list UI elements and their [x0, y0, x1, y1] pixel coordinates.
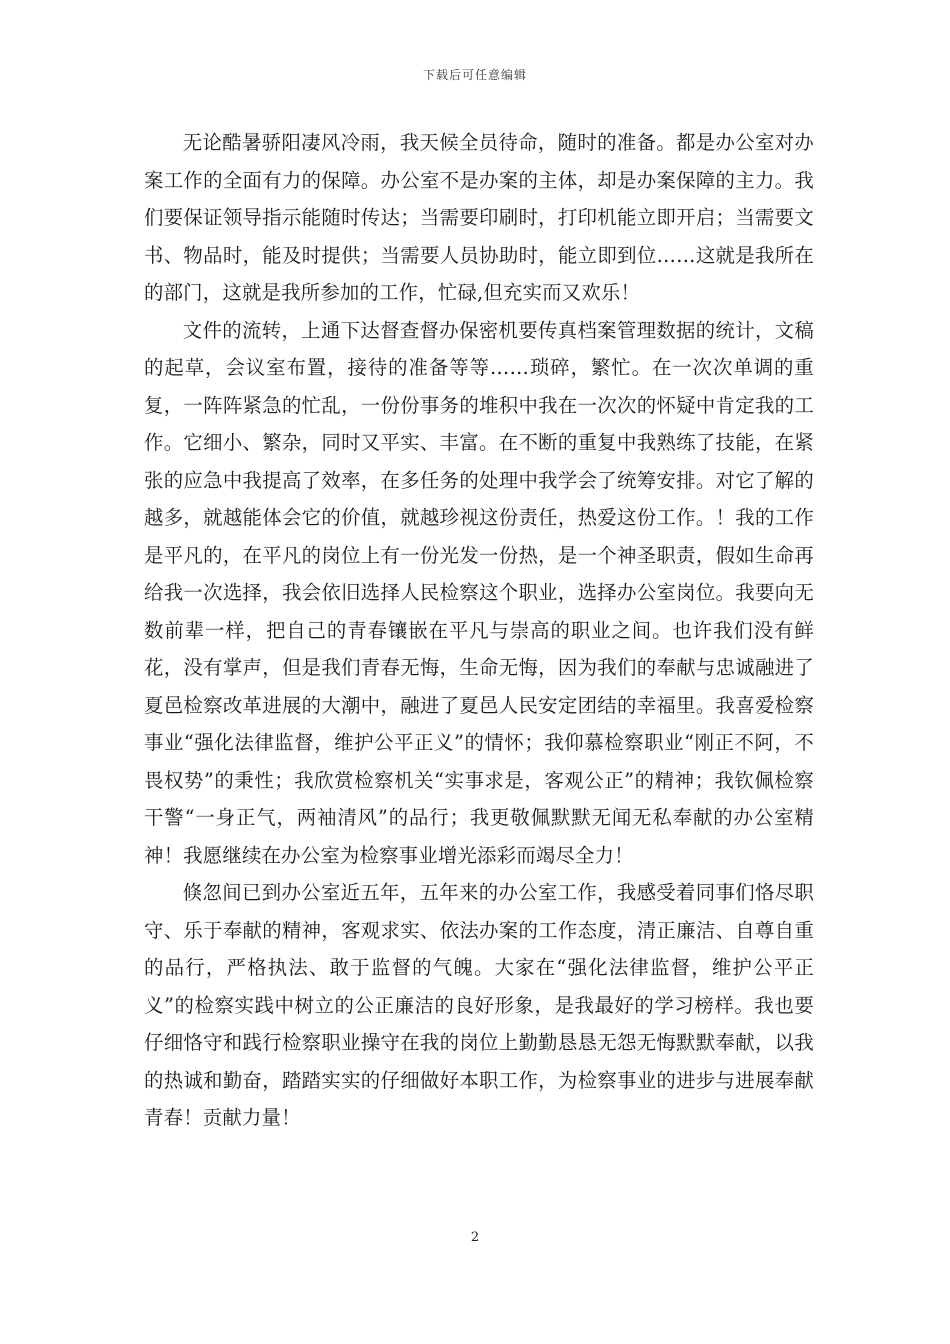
paragraph: 无论酷暑骄阳凄风冷雨，我天候全员待命，随时的准备。都是办公室对办案工作的全面有力的保障。办公室不是办案的主体，却是办案保障的主力。我们要保证领导指示能随时传达；当需要印刷时，打印机能立即开启；当需要文书、物品时，能及时提供；当需要人员协助时，能立即到位……这就是我所在的部门，这就是我所参加的工作，忙碌,但充实而又欢乐！ — [144, 131, 814, 304]
paragraph: 文件的流转，上通下达督查督办保密机要传真档案管理数据的统计，文稿的起草，会议室布置，接待的准备等等……琐碎，繁忙。在一次次单调的重复，一阵阵紧急的忙乱，一份份事务的堆积中我在一次次的怀疑中肯定我的工作。它细小、繁杂，同时又平实、丰富。在不断的重复中我熟练了技能，在紧张的应急中我提高了效率，在多任务的处理中我学会了统筹安排。对它了解的越多，就越能体会它的价值，就越珍视这份责任，热爱这份工作。！我的工作是平凡的，在平凡的岗位上有一份光发一份热，是一个神圣职责，假如生命再给我一次选择，我会依旧选择人民检察这个职业，选择办公室岗位。我要向无数前辈一样，把自己的青春镶嵌在平凡与崇高的职业之间。也许我们没有鲜花，没有掌声，但是我们青春无悔，生命无悔，因为我们的奉献与忠诚融进了夏邑检察改革进展的大潮中，融进了夏邑人民安定团结的幸福里。我喜爱检察事业“强化法律监督，维护公平正义”的情怀；我仰慕检察职业“刚正不阿，不畏权势”的秉性；我欣赏检察机关“实事求是，客观公正”的精神；我钦佩检察干警“一身正气，两袖清风”的品行；我更敬佩默默无闻无私奉献的办公室精神！我愿继续在办公室为检察事业增光添彩而竭尽全力！ — [144, 318, 814, 867]
document-body — [144, 124, 814, 1137]
paragraph: 倏忽间已到办公室近五年，五年来的办公室工作，我感受着同事们恪尽职守、乐于奉献的精神，客观求实、依法办案的工作态度，清正廉洁、自尊自重的品行，严格执法、敢于监督的气魄。大家在“强化法律监督，维护公平正义”的检察实践中树立的公正廉洁的良好形象，是我最好的学习榜样。我也要仔细恪守和践行检察职业操守在我的岗位上勤勤恳恳无怨无悔默默奉献，以我的热诚和勤奋，踏踏实实的仔细做好本职工作，为检察事业的进步与进展奉献青春！贡献力量！ — [144, 881, 814, 1129]
page-header: 下载后可任意编辑 — [422, 68, 527, 82]
page-number: 2 — [470, 1230, 480, 1245]
